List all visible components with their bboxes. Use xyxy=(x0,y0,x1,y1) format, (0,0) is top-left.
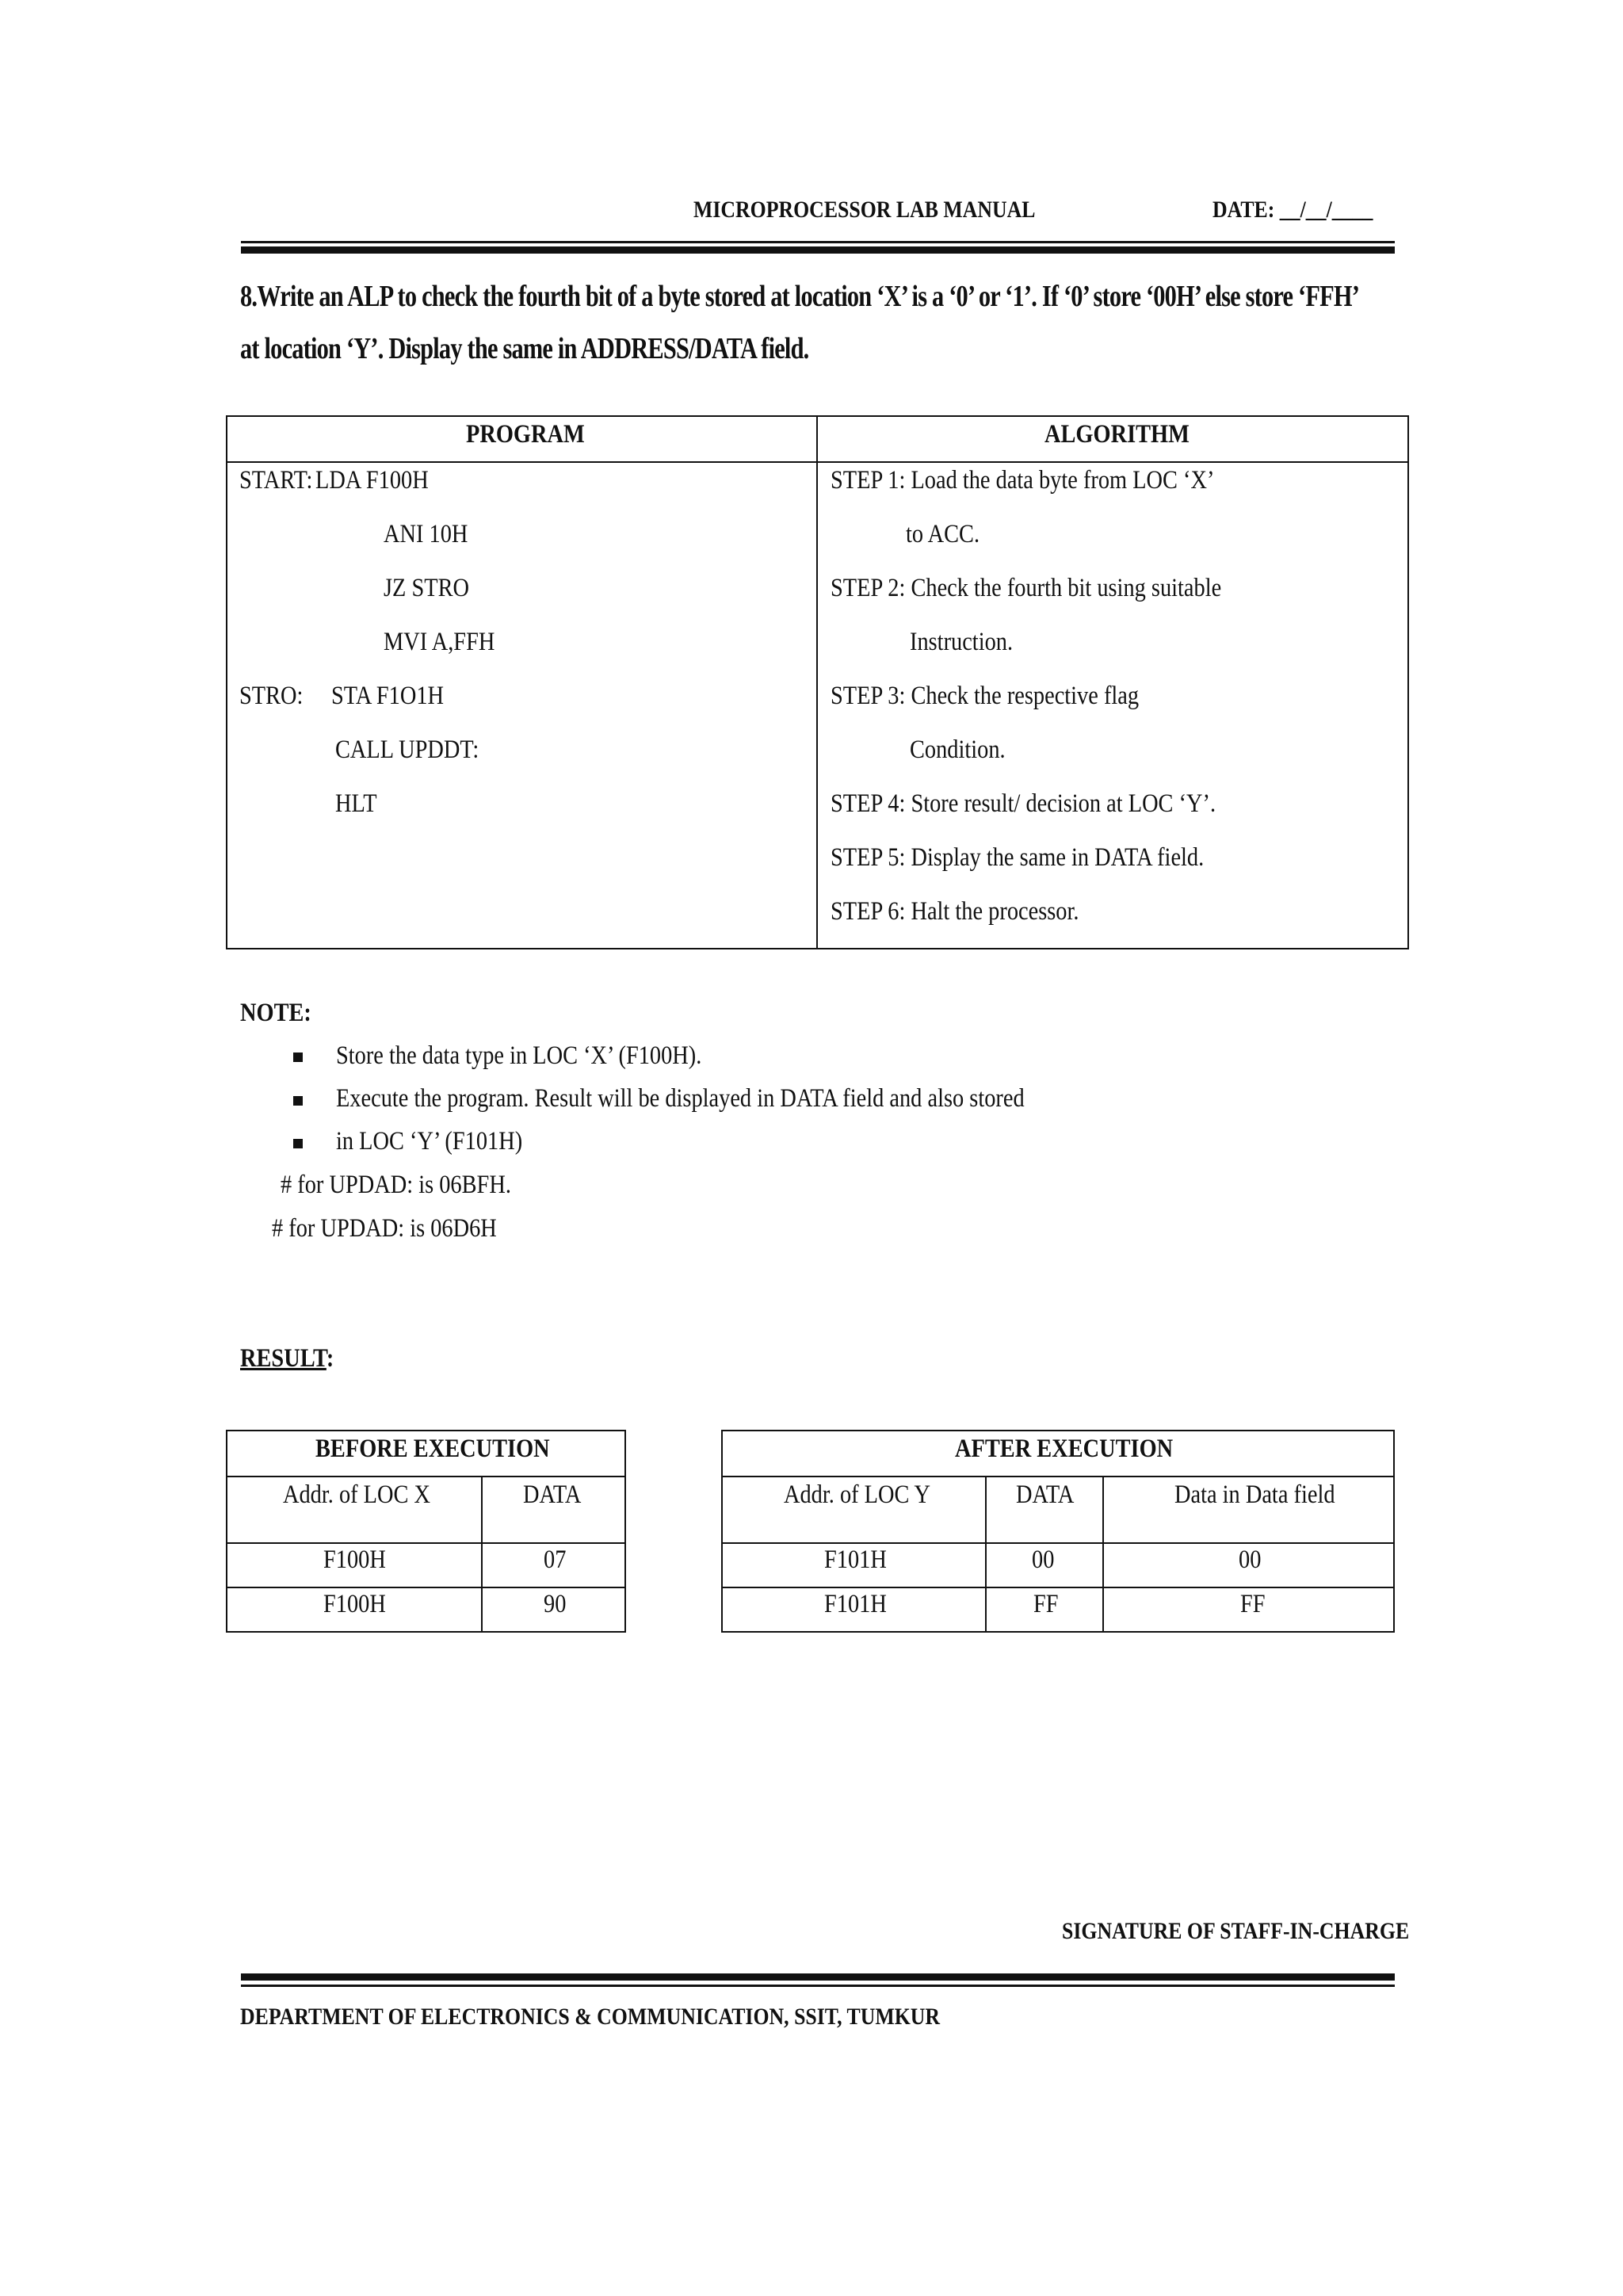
algorithm-line: Condition. xyxy=(910,735,1006,764)
program-code-line: HLT xyxy=(335,789,377,818)
algorithm-line: STEP 2: Check the fourth bit using suitable xyxy=(831,574,1222,602)
after-table-title: AFTER EXECUTION xyxy=(955,1435,1174,1463)
before-cell: 90 xyxy=(544,1590,567,1618)
after-table-rule xyxy=(721,1542,1395,1544)
algorithm-line: Instruction. xyxy=(910,628,1014,656)
algorithm-line: STEP 1: Load the data byte from LOC ‘X’ xyxy=(831,466,1215,495)
after-header-data: DATA xyxy=(1016,1480,1075,1509)
algorithm-line: STEP 4: Store result/ decision at LOC ‘Y’. xyxy=(831,789,1216,818)
manual-title: MICROPROCESSOR LAB MANUAL xyxy=(693,197,1036,223)
bullet-icon xyxy=(293,1139,303,1148)
note-bullet: in LOC ‘Y’ (F101H) xyxy=(336,1127,523,1156)
header-rule-thick xyxy=(241,246,1395,254)
result-title-text: RESULT xyxy=(240,1344,327,1373)
before-header-data: DATA xyxy=(523,1480,582,1509)
before-table-divider xyxy=(481,1476,483,1633)
note-extra: # for UPDAD: is 06BFH. xyxy=(281,1171,511,1199)
program-code-line: CALL UPDDT: xyxy=(335,735,479,764)
program-code-line: MVI A,FFH xyxy=(384,628,495,656)
program-code-line: LDA F100H xyxy=(315,466,429,495)
note-title: NOTE: xyxy=(240,999,311,1027)
bullet-icon xyxy=(293,1096,303,1106)
program-code-line: STA F1O1H xyxy=(331,682,445,710)
date-field: DATE: __/__/____ xyxy=(1212,197,1373,223)
bullet-icon xyxy=(293,1052,303,1062)
program-header: PROGRAM xyxy=(466,420,585,449)
after-cell: F101H xyxy=(824,1590,887,1618)
footer-rule-thin xyxy=(241,1985,1395,1987)
algorithm-line: to ACC. xyxy=(906,520,980,548)
after-cell: 00 xyxy=(1239,1545,1262,1574)
after-cell: F101H xyxy=(824,1545,887,1574)
before-header-addr: Addr. of LOC X xyxy=(283,1480,431,1509)
question-line-2: at location ‘Y’. Display the same in ADDRESS/DATA field. xyxy=(240,332,809,365)
after-header-addr: Addr. of LOC Y xyxy=(784,1480,930,1509)
before-table-rule xyxy=(226,1476,626,1477)
signature-label: SIGNATURE OF STAFF-IN-CHARGE xyxy=(1062,1918,1410,1944)
before-table-title: BEFORE EXECUTION xyxy=(315,1435,550,1463)
before-cell: F100H xyxy=(323,1545,386,1574)
algorithm-line: STEP 5: Display the same in DATA field. xyxy=(831,843,1205,872)
footer-department: DEPARTMENT OF ELECTRONICS & COMMUNICATION, SSIT, TUMKUR xyxy=(240,2004,941,2030)
result-title-colon: : xyxy=(326,1344,334,1373)
algorithm-line: STEP 3: Check the respective flag xyxy=(831,682,1140,710)
after-table-divider xyxy=(1102,1476,1104,1633)
question-line-1: 8.Write an ALP to check the fourth bit of a byte stored at location ‘X’ is a ‘0’ or ‘1’. If ‘0’ store ‘00H’ else store ‘FFH’ xyxy=(240,280,1360,313)
program-code-line: ANI 10H xyxy=(384,520,468,548)
note-extra: # for UPDAD: is 06D6H xyxy=(272,1214,497,1243)
footer-rule-thick xyxy=(241,1973,1395,1981)
result-title xyxy=(240,1344,334,1373)
note-bullet: Execute the program. Result will be displayed in DATA field and also stored xyxy=(336,1084,1025,1113)
after-cell: FF xyxy=(1033,1590,1059,1618)
before-table-rule xyxy=(226,1542,626,1544)
note-bullet: Store the data type in LOC ‘X’ (F100H). xyxy=(336,1041,702,1070)
program-table-divider xyxy=(816,415,818,949)
program-label-stro: STRO: xyxy=(239,682,304,710)
algorithm-header: ALGORITHM xyxy=(1044,420,1190,449)
before-cell: 07 xyxy=(544,1545,567,1574)
after-table-rule xyxy=(721,1587,1395,1588)
before-table-rule xyxy=(226,1587,626,1588)
before-cell: F100H xyxy=(323,1590,386,1618)
after-table-divider xyxy=(985,1476,987,1633)
header-rule-thin xyxy=(241,241,1395,243)
after-header-field: Data in Data field xyxy=(1174,1480,1335,1509)
after-cell: 00 xyxy=(1032,1545,1055,1574)
after-table-rule xyxy=(721,1476,1395,1477)
program-code-line: JZ STRO xyxy=(384,574,470,602)
after-cell: FF xyxy=(1240,1590,1266,1618)
algorithm-line: STEP 6: Halt the processor. xyxy=(831,897,1079,926)
program-label-start: START: xyxy=(239,466,313,495)
